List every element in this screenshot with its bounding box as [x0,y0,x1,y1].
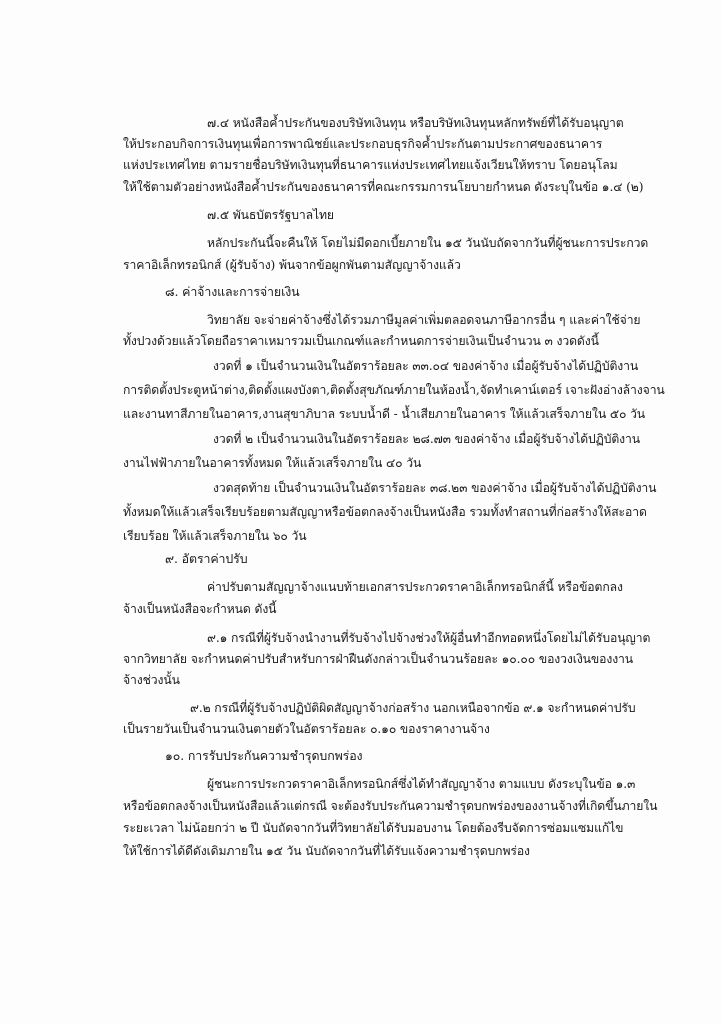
text-line: และงานทาสีภายในอาคาร,งานสุขาภิบาล ระบบน้ำดี - น้ำเสียภายในอาคาร ให้แล้วเสร็จภายใน ๕๐ วัน [123,407,646,421]
text-line: เป็นรายวันเป็นจำนวนเงินตายตัวในอัตราร้อยละ ๐.๑๐ ของราคางานจ้าง [123,722,490,736]
text-line: ให้ใช้การได้ดีดังเดิมภายใน ๑๕ วัน นับถัดจากวันที่ได้รับแจ้งความชำรุดบกพร่อง [123,844,530,858]
text-line: ค่าปรับตามสัญญาจ้างแนบท้ายเอกสารประกวดราคาอิเล็กทรอนิกส์นี้ หรือข้อตกลง [207,580,623,594]
text-line: ทั้งปวงด้วยแล้วโดยถือราคาเหมารวมเป็นเกณฑ์และกำหนดการจ่ายเงินเป็นจำนวน ๓ งวดดังนี้ [123,334,599,348]
text-line-installment-final: งวดสุดท้าย เป็นจำนวนเงินในอัตราร้อยละ ๓๘.๒๓ ของค่าจ้าง เมื่อผู้รับจ้างได้ปฏิบัติงาน [213,481,657,495]
section-heading-10: ๑๐. การรับประกันความชำรุดบกพร่อง [165,748,363,763]
text-line: จากวิทยาลัย จะกำหนดค่าปรับสำหรับการฝ่าฝืนดังกล่าวเป็นจำนวนร้อยละ ๑๐.๐๐ ของวงเงินของงาน [123,652,634,666]
text-line: แห่งประเทศไทย ตามรายชื่อบริษัทเงินทุนที่ธนาคารแห่งประเทศไทยแจ้งเวียนให้ทราบ โดยอนุโลม [123,158,618,172]
text-line-9-1: ๙.๑ กรณีที่ผู้รับจ้างนำงานที่รับจ้างไปจ้างช่วงให้ผู้อื่นทำอีกทอดหนึ่งโดยไม่ได้รับอนุญาต [207,631,651,645]
text-line: จ้างเป็นหนังสือจะกำหนด ดังนี้ [123,602,277,616]
text-line: ให้ใช้ตามตัวอย่างหนังสือค้ำประกันของธนาคารที่คณะกรรมการนโยบายกำหนด ดังระบุในข้อ ๑.๔ (๒) [123,180,644,194]
text-line: หรือข้อตกลงจ้างเป็นหนังสือแล้วแต่กรณี จะต้องรับประกันความชำรุดบกพร่องของงานจ้างที่เกิดขึ้นภายใน [123,799,658,813]
text-line-installment-1: งวดที่ ๑ เป็นจำนวนเงินในอัตราร้อยละ ๓๓.๐๔ ของค่าจ้าง เมื่อผู้รับจ้างได้ปฏิบัติงาน [213,359,639,373]
text-line-7-4: ๗.๔ หนังสือค้ำประกันของบริษัทเงินทุน หรือบริษัทเงินทุนหลักทรัพย์ที่ได้รับอนุญาต [207,116,624,130]
text-line: วิทยาลัย จะจ่ายค่าจ้างซึ่งได้รวมภาษีมูลค่าเพิ่มตลอดจนภาษีอากรอื่น ๆ และค่าใช้จ่าย [207,313,641,327]
text-line: การติดตั้งประตูหน้าต่าง,ติดตั้งแผงบังตา,ติดตั้งสุขภัณฑ์ภายในห้องน้ำ,จัดทำเคาน์เตอร์ เจาะฝังอ่างล้างจาน [123,383,665,397]
text-line: ทั้งหมดให้แล้วเสร็จเรียบร้อยตามสัญญาหรือข้อตกลงจ้างเป็นหนังสือ รวมทั้งทำสถานที่ก่อสร้างให้สะอาด [123,505,647,519]
text-line: ให้ประกอบกิจการเงินทุนเพื่อการพาณิชย์และประกอบธุรกิจค้ำประกันตามประกาศของธนาคาร [123,137,603,151]
text-line: เรียบร้อย ให้แล้วเสร็จภายใน ๖๐ วัน [123,529,307,543]
text-line-9-2: ๙.๒ กรณีที่ผู้รับจ้างปฏิบัติผิดสัญญาจ้างก่อสร้าง นอกเหนือจากข้อ ๙.๑ จะกำหนดค่าปรับ [190,701,636,715]
text-line: ผู้ชนะการประกวดราคาอิเล็กทรอนิกส์ซึ่งได้ทำสัญญาจ้าง ตามแบบ ดังระบุในข้อ ๑.๓ [207,777,636,791]
text-line: หลักประกันนี้จะคืนให้ โดยไม่มีดอกเบี้ยภายใน ๑๕ วันนับถัดจากวันที่ผู้ชนะการประกวด [207,236,649,250]
section-heading-8: ๘. ค่าจ้างและการจ่ายเงิน [165,284,300,299]
text-line-7-5: ๗.๕ พันธบัตรรัฐบาลไทย [207,208,334,222]
section-heading-9: ๙. อัตราค่าปรับ [165,551,248,566]
text-line: ราคาอิเล็กทรอนิกส์ (ผู้รับจ้าง) พ้นจากข้อผูกพันตามสัญญาจ้างแล้ว [123,258,461,272]
text-line-installment-2: งวดที่ ๒ เป็นจำนวนเงินในอัตราร้อยละ ๒๘.๗๓ ของค่าจ้าง เมื่อผู้รับจ้างได้ปฏิบัติงาน [213,432,641,446]
text-line: ระยะเวลา ไม่น้อยกว่า ๒ ปี นับถัดจากวันที่วิทยาลัยได้รับมอบงาน โดยต้องรีบจัดการซ่อมแซมแก้ไข [123,821,624,835]
text-line: จ้างช่วงนั้น [123,673,180,687]
text-line: งานไฟฟ้าภายในอาคารทั้งหมด ให้แล้วเสร็จภายใน ๔๐ วัน [123,456,422,470]
